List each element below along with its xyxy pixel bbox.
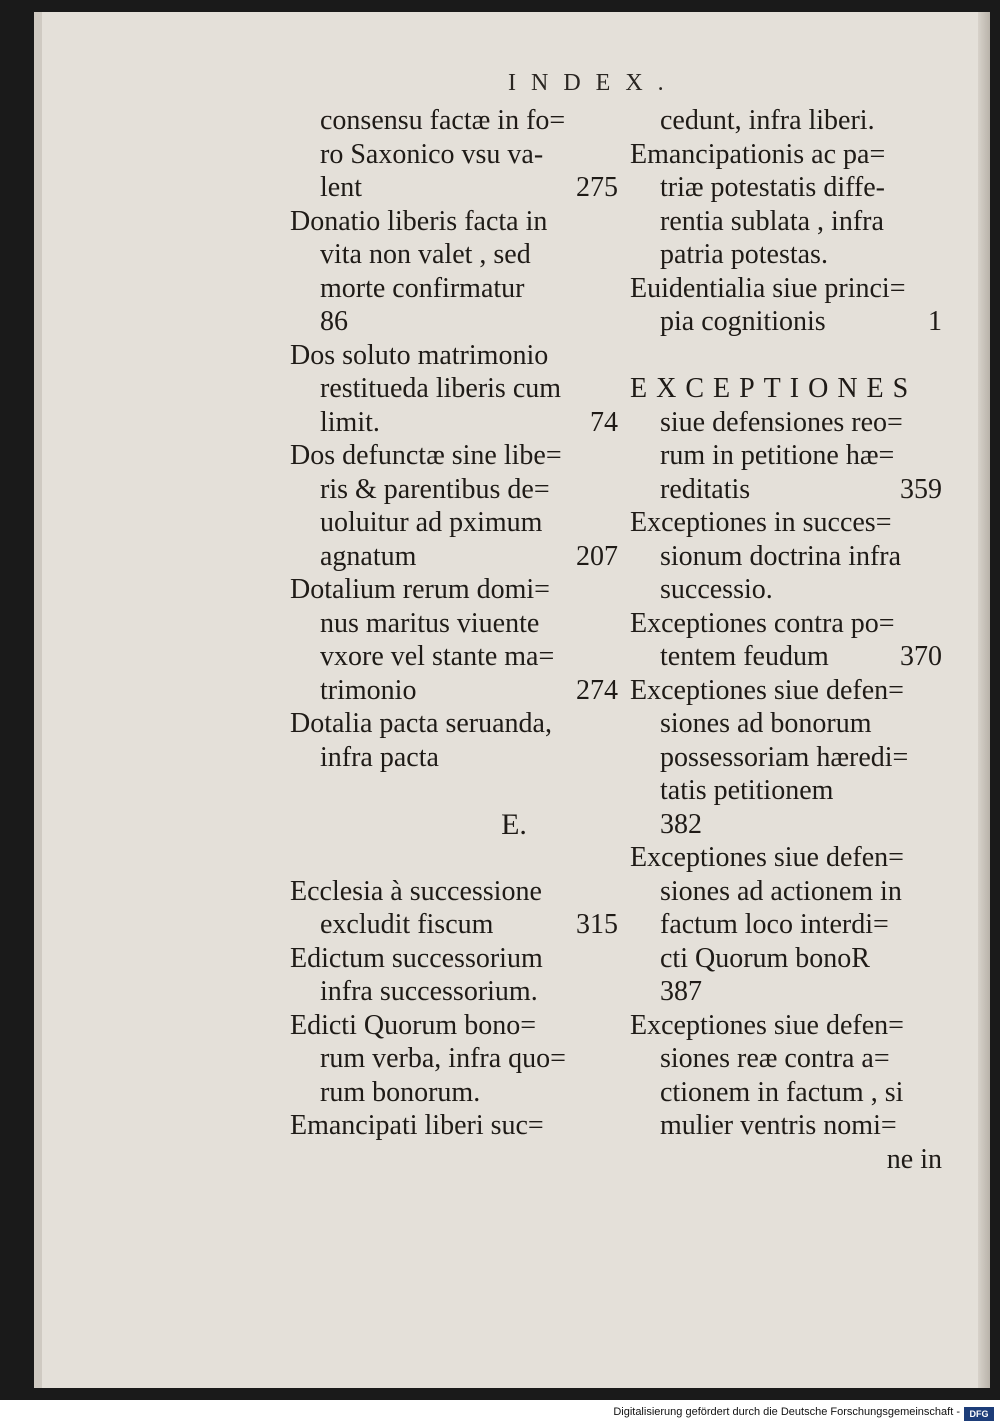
index-entry-line xyxy=(290,741,618,775)
page-number: 274 xyxy=(576,674,618,706)
index-entry-line xyxy=(630,942,942,976)
page-number: 275 xyxy=(576,172,618,203)
dfg-logo: DFG xyxy=(964,1407,994,1421)
index-entry-line xyxy=(630,540,942,574)
entry-text: Dotalium rerum domi= xyxy=(290,574,550,605)
index-entry-line xyxy=(290,1009,618,1043)
entry-text: Emancipati liberi suc= xyxy=(290,1110,544,1141)
index-entry-line xyxy=(290,406,618,440)
index-entry-line xyxy=(630,406,942,440)
entry-text: lent xyxy=(320,172,362,203)
entry-text: rum verba, infra quo= xyxy=(320,1043,566,1074)
index-entry-line xyxy=(290,473,618,507)
index-entry-line xyxy=(630,439,942,473)
entry-text: agnatum xyxy=(320,540,417,572)
entry-text: limit. xyxy=(320,406,380,438)
entry-text: siones ad bonorum xyxy=(660,708,872,739)
entry-text: factum loco interdi= xyxy=(660,909,889,940)
entry-text: morte confirmatur xyxy=(320,272,525,304)
entry-text: EXCEPTIONES xyxy=(630,373,918,404)
index-entry-line xyxy=(630,573,942,607)
left-entries-after xyxy=(290,875,618,1143)
index-entry-line xyxy=(290,205,618,239)
entry-text: Dos defunctæ sine libe= xyxy=(290,440,562,471)
entry-text: Exceptiones siue defen= xyxy=(630,1009,904,1041)
footer-credit: Digitalisierung gefördert durch die Deutsche Forschungsgemeinschaft - xyxy=(613,1406,960,1418)
entry-text: Dotalia pacta seruanda, xyxy=(290,708,552,739)
index-entry-line xyxy=(290,138,618,172)
index-entry-line xyxy=(630,272,942,306)
index-entry-line xyxy=(290,372,618,406)
entry-text: nus maritus viuente xyxy=(320,607,540,639)
index-entry-line xyxy=(630,674,942,708)
entry-text: successio. xyxy=(660,574,773,605)
spacer xyxy=(290,774,618,808)
index-entry-line xyxy=(630,372,942,406)
index-entry-line xyxy=(290,875,618,909)
index-entry-line xyxy=(290,573,618,607)
index-entry-line xyxy=(290,272,618,306)
index-entry-line xyxy=(630,171,942,205)
section-letter-text: E. xyxy=(501,807,527,841)
page-number: 370 xyxy=(900,641,942,672)
entry-text: Edictum successorium xyxy=(290,942,543,974)
page-number: 74 xyxy=(590,406,618,438)
index-entry-line xyxy=(290,640,618,674)
index-entry-line xyxy=(290,674,618,708)
index-entry-line xyxy=(630,305,942,339)
index-entry-line xyxy=(630,808,942,842)
index-entry-line xyxy=(630,908,942,942)
entry-text: siue defensiones reo= xyxy=(660,406,903,438)
entry-text: Exceptiones in succes= xyxy=(630,507,892,538)
catchword: ne in xyxy=(886,1143,942,1175)
entry-text: Edicti Quorum bono= xyxy=(290,1009,536,1041)
entry-text: Dos soluto matrimonio xyxy=(290,339,549,371)
entry-text: 382 xyxy=(660,808,702,840)
entry-text: mulier ventris nomi= xyxy=(660,1110,897,1141)
entry-text: Ecclesia à successione xyxy=(290,875,542,907)
entry-text: 387 xyxy=(660,976,702,1007)
index-entry-line xyxy=(630,707,942,741)
entry-text: Exceptiones siue defen= xyxy=(630,674,904,706)
section-letter xyxy=(290,808,618,842)
index-entry-line xyxy=(630,339,942,373)
digitization-footer xyxy=(0,1404,1000,1424)
entry-text: infra pacta xyxy=(320,741,439,773)
index-entry-line xyxy=(290,238,618,272)
left-entries xyxy=(290,104,618,774)
entry-text: 86 xyxy=(320,306,348,337)
index-entry-line xyxy=(290,104,618,138)
index-entry-line xyxy=(290,171,618,205)
entry-text: siones ad actionem in xyxy=(660,875,902,907)
index-entry-line xyxy=(630,640,942,674)
entry-text: consensu factæ in fo= xyxy=(320,105,566,136)
entry-text: vxore vel stante ma= xyxy=(320,641,555,672)
entry-text: rum bonorum. xyxy=(320,1076,481,1108)
entry-text: tentem feudum xyxy=(660,641,829,672)
index-entry-line xyxy=(630,205,942,239)
entry-text: tatis petitionem xyxy=(660,775,834,806)
index-entry-line xyxy=(290,305,618,339)
index-entry-line xyxy=(630,1042,942,1076)
page-number: 207 xyxy=(576,540,618,572)
index-entry-line xyxy=(290,975,618,1009)
index-entry-line xyxy=(290,1076,618,1110)
index-column-right xyxy=(630,104,942,1176)
entry-text: cti Quorum bonoR xyxy=(660,942,870,974)
right-entries xyxy=(630,104,942,1143)
entry-text: infra successorium. xyxy=(320,976,538,1007)
entry-text: possessoriam hæredi= xyxy=(660,741,909,773)
entry-text: Exceptiones siue defen= xyxy=(630,842,904,873)
index-entry-line xyxy=(630,741,942,775)
index-entry-line xyxy=(290,1042,618,1076)
index-column-left xyxy=(290,104,618,1143)
spacer xyxy=(290,841,618,875)
entry-text: Emancipationis ac pa= xyxy=(630,138,886,170)
entry-text: siones reæ contra a= xyxy=(660,1043,890,1074)
page-edge-left xyxy=(34,12,42,1388)
entry-text: restitueda liberis cum xyxy=(320,373,562,404)
entry-text: sionum doctrina infra xyxy=(660,540,902,572)
index-entry-line xyxy=(290,942,618,976)
index-entry-line xyxy=(630,1076,942,1110)
index-entry-line xyxy=(630,238,942,272)
index-entry-line xyxy=(630,506,942,540)
index-entry-line xyxy=(630,841,942,875)
index-entry-line xyxy=(290,1109,618,1143)
entry-text: ro Saxonico vsu va- xyxy=(320,138,544,170)
entry-text: cedunt, infra liberi. xyxy=(660,105,875,136)
entry-text: ctionem in factum , si xyxy=(660,1076,904,1108)
running-head: INDEX. xyxy=(508,70,679,96)
index-entry-line xyxy=(290,707,618,741)
page-number: 359 xyxy=(900,473,942,505)
index-entry-line xyxy=(290,339,618,373)
index-entry-line xyxy=(290,908,618,942)
index-entry-line xyxy=(290,540,618,574)
page-number: 315 xyxy=(576,909,618,940)
index-entry-line xyxy=(290,506,618,540)
entry-text: Donatio liberis facta in xyxy=(290,205,548,237)
index-entry-line xyxy=(630,138,942,172)
page-edge-right xyxy=(978,12,990,1388)
entry-text: rentia sublata , infra xyxy=(660,205,884,237)
entry-text: vita non valet , sed xyxy=(320,239,531,270)
entry-text: reditatis xyxy=(660,473,751,505)
index-entry-line xyxy=(630,473,942,507)
entry-text: excludit fiscum xyxy=(320,909,494,940)
entry-text: uoluitur ad pximum xyxy=(320,507,543,538)
entry-text: ris & parentibus de= xyxy=(320,473,550,505)
entry-text: triæ potestatis diffe- xyxy=(660,172,885,203)
entry-text: rum in petitione hæ= xyxy=(660,440,895,471)
entry-text: pia cognitionis xyxy=(660,306,826,337)
index-entry-line xyxy=(290,607,618,641)
index-entry-line xyxy=(630,975,942,1009)
entry-text: Euidentialia siue princi= xyxy=(630,272,906,304)
entry-text: Exceptiones contra po= xyxy=(630,607,895,639)
entry-text: patria potestas. xyxy=(660,239,828,270)
index-entry-line xyxy=(630,1109,942,1143)
index-entry-line xyxy=(630,104,942,138)
index-entry-line xyxy=(630,875,942,909)
entry-text: trimonio xyxy=(320,674,417,706)
index-entry-line xyxy=(630,774,942,808)
index-entry-line xyxy=(630,607,942,641)
index-entry-line xyxy=(290,439,618,473)
page-number: 1 xyxy=(928,306,942,337)
index-entry-line xyxy=(630,1009,942,1043)
